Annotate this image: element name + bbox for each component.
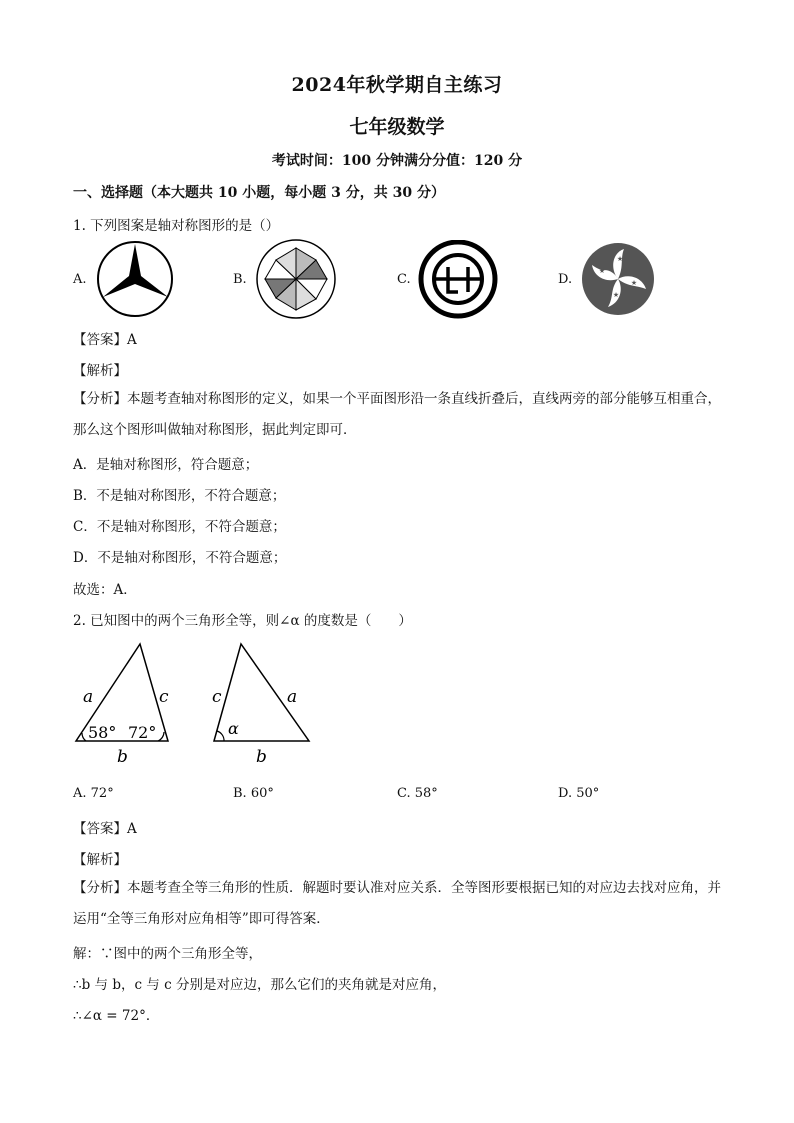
q1-figure-c — [418, 240, 502, 320]
angle-arc-left — [82, 733, 86, 741]
glyph-pattern-icon — [436, 267, 480, 292]
q1-line-c: C．不是轴对称图形，不符合题意； — [73, 519, 286, 535]
svg-text:★: ★ — [612, 291, 620, 299]
label-a-right: a — [287, 687, 298, 707]
q1-option-c-label: C. — [397, 272, 411, 287]
label-b-left: b — [117, 747, 128, 767]
q2-solution-line-1: 解：∵图中的两个三角形全等， — [73, 946, 262, 962]
q1-line-b: B．不是轴对称图形，不符合题意； — [73, 488, 286, 504]
q1-figure-d — [580, 241, 658, 319]
q2-option-a: A. 72° — [73, 786, 114, 801]
q1-line-d: D．不是轴对称图形，不符合题意； — [73, 550, 287, 566]
q2-analysis-title: 【解析】 — [73, 852, 127, 868]
q1-analysis: 【分析】本题考查轴对称图形的定义，如果一个平面图形沿一条直线折叠后，直线两旁的部分能够互相重合，那么这个图形叫做轴对称图形，据此判定即可． — [73, 391, 721, 438]
page-title: 2024年秋学期自主练习 — [291, 74, 503, 96]
label-c-left: c — [159, 687, 169, 707]
q1-line-a: A．是轴对称图形，符合题意； — [73, 457, 259, 473]
angle-arc-right — [158, 732, 164, 741]
label-a-left: a — [83, 687, 94, 707]
angle-alpha-label: α — [228, 719, 239, 738]
q1-option-d-label: D. — [558, 272, 573, 287]
section-heading: 一、选择题（本大题共 10 小题，每小题 3 分，共 30 分） — [73, 185, 445, 201]
q2-analysis: 【分析】本题考查全等三角形的性质．解题时要认准对应关系．全等图形要根据已知的对应边去找对应角，并运用“全等三角形对应角相等”即可得答案． — [73, 880, 721, 927]
svg-text:★: ★ — [616, 255, 624, 263]
exam-info: 考试时间：100 分钟满分分值：120 分 — [271, 153, 523, 169]
svg-text:★: ★ — [598, 267, 606, 275]
q1-answer: 【答案】A — [73, 332, 137, 348]
q2-option-d: D. 50° — [558, 786, 600, 801]
q2-option-b: B. 60° — [233, 786, 274, 801]
q2-answer: 【答案】A — [73, 821, 137, 837]
q2-solution-line-3: ∴∠α = 72°． — [73, 1008, 160, 1024]
label-c-right: c — [212, 687, 222, 707]
q2-option-c: C. 58° — [397, 786, 438, 801]
q1-conclusion: 故选：A． — [73, 582, 137, 598]
q1-stem: 1. 下列图案是轴对称图形的是（） — [73, 218, 280, 234]
q2-solution-line-2: ∴b 与 b，c 与 c 分别是对应边，那么它们的夹角就是对应角， — [73, 977, 446, 993]
q1-analysis-title: 【解析】 — [73, 363, 127, 379]
q1-figure-b — [254, 238, 338, 320]
svg-text:★: ★ — [630, 279, 638, 287]
q2-stem: 2. 已知图中的两个三角形全等，则∠α 的度数是（ ） — [73, 613, 412, 629]
q1-option-a-label: A. — [73, 272, 87, 287]
q1-option-b-label: B. — [233, 272, 247, 287]
q2-triangles-figure — [70, 638, 320, 770]
angle-arc-alpha — [217, 731, 224, 741]
angle-58-label: 58° — [88, 723, 117, 742]
pinwheel-icon — [265, 248, 327, 310]
q1-figure-a — [94, 240, 178, 318]
three-point-star-icon — [103, 244, 168, 297]
subject-title: 七年级数学 — [349, 116, 445, 138]
label-b-right: b — [256, 747, 267, 767]
angle-72-label: 72° — [128, 723, 157, 742]
